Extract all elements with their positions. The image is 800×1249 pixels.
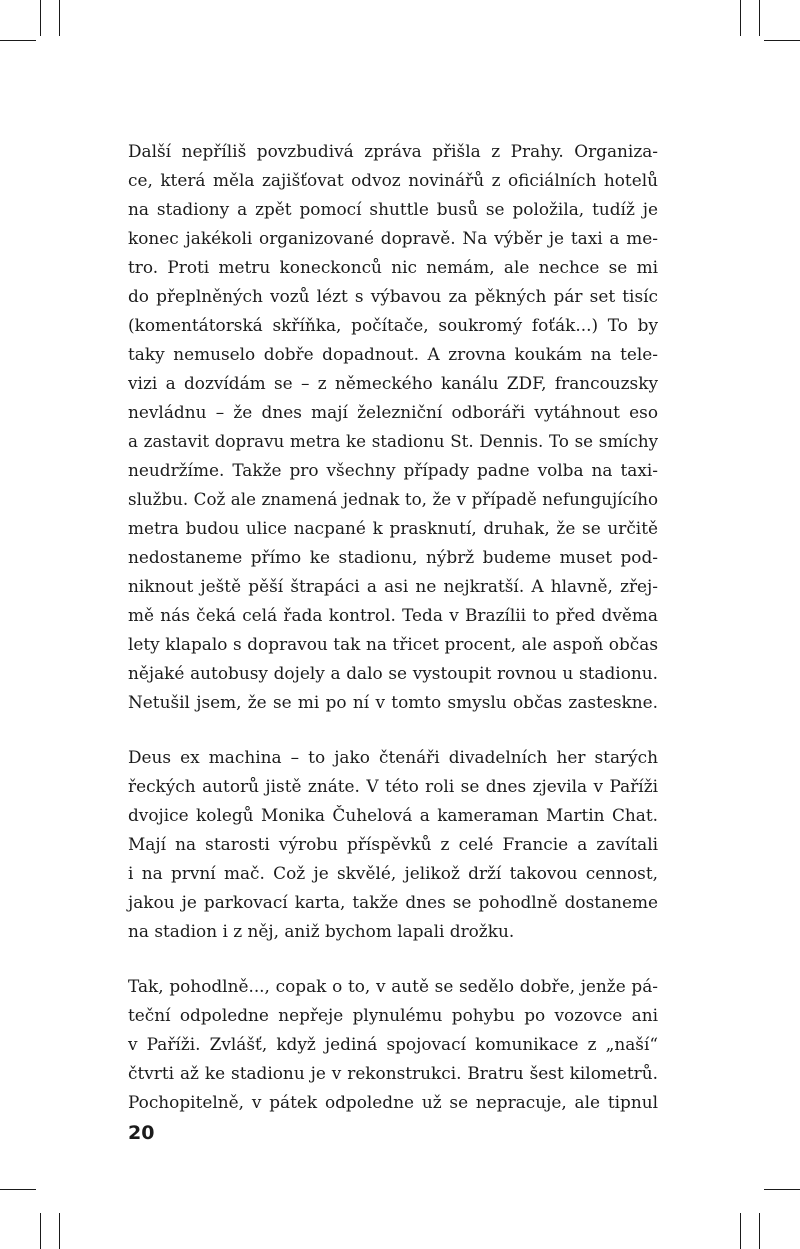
text-line: v Paříži. Zvlášť, když jediná spojovací komunikace z „naší“ xyxy=(128,1034,658,1054)
crop-mark xyxy=(0,40,36,41)
text-line: na stadion i z něj, aniž bychom lapali drožku. xyxy=(128,921,515,941)
text-line: řeckých autorů jistě znáte. V této roli se dnes zjevila v Paříži xyxy=(128,776,658,796)
text-line: teční odpoledne nepřeje plynulému pohybu po vozovce ani xyxy=(128,1005,658,1025)
crop-mark xyxy=(59,0,60,36)
text-line: neudržíme. Takže pro všechny případy padne volba na taxi- xyxy=(128,460,658,480)
text-line: na stadiony a zpět pomocí shuttle busů se položila, tudíž je xyxy=(128,199,658,219)
page-number: 20 xyxy=(128,1122,155,1144)
text-line: jakou je parkovací karta, takže dnes se pohodlně dostaneme xyxy=(128,892,658,912)
text-line: konec jakékoli organizované dopravě. Na výběr je taxi a me- xyxy=(128,228,658,248)
crop-mark xyxy=(59,1213,60,1249)
crop-mark xyxy=(759,1213,760,1249)
text-line: niknout ještě pěší štrapáci a asi ne nejkratší. A hlavně, zřej- xyxy=(128,576,658,596)
crop-mark xyxy=(40,1213,41,1249)
text-line: a zastavit dopravu metra ke stadionu St. Dennis. To se smíchy xyxy=(128,431,658,451)
text-line: čtvrti až ke stadionu je v rekonstrukci. Bratru šest kilometrů. xyxy=(128,1063,658,1083)
paragraph xyxy=(128,972,658,1117)
text-line: metra budou ulice nacpané k prasknutí, druhak, že se určitě xyxy=(128,518,658,538)
text-line: mě nás čeká celá řada kontrol. Teda v Brazílii to před dvěma xyxy=(128,605,658,625)
text-line: nějaké autobusy dojely a dalo se vystoupit rovnou u stadionu. xyxy=(128,663,658,683)
text-line: Netušil jsem, že se mi po ní v tomto smyslu občas zasteskne. xyxy=(128,692,658,712)
text-line: lety klapalo s dopravou tak na třicet procent, ale aspoň občas xyxy=(128,634,658,654)
paragraph xyxy=(128,743,658,946)
text-line: Deus ex machina – to jako čtenáři divadelních her starých xyxy=(128,747,658,767)
text-line: Pochopitelně, v pátek odpoledne už se nepracuje, ale tipnul xyxy=(128,1092,658,1112)
text-line: tro. Proti metru koneckonců nic nemám, ale nechce se mi xyxy=(128,257,658,277)
body-text xyxy=(128,137,658,1143)
crop-mark xyxy=(0,1189,36,1190)
text-line: do přeplněných vozů lézt s výbavou za pěkných pár set tisíc xyxy=(128,286,658,306)
crop-mark xyxy=(764,40,800,41)
text-line: Mají na starosti výrobu příspěvků z celé Francie a zavítali xyxy=(128,834,658,854)
crop-mark xyxy=(759,0,760,36)
text-line: službu. Což ale znamená jednak to, že v případě nefungujícího xyxy=(128,489,658,509)
text-line: taky nemuselo dobře dopadnout. A zrovna koukám na tele- xyxy=(128,344,658,364)
crop-mark xyxy=(740,1213,741,1249)
crop-mark xyxy=(40,0,41,36)
text-line: (komentátorská skříňka, počítače, soukromý foťák...) To by xyxy=(128,315,658,335)
text-line: i na první mač. Což je skvělé, jelikož drží takovou cennost, xyxy=(128,863,658,883)
text-line: Tak, pohodlně..., copak o to, v autě se sedělo dobře, jenže pá- xyxy=(128,976,658,996)
text-line: nedostaneme přímo ke stadionu, nýbrž budeme muset pod- xyxy=(128,547,658,567)
text-line: nevládnu – že dnes mají železniční odboráři vytáhnout eso xyxy=(128,402,658,422)
text-line: dvojice kolegů Monika Čuhelová a kameraman Martin Chat. xyxy=(128,805,658,825)
text-line: Další nepříliš povzbudivá zpráva přišla z Prahy. Organiza- xyxy=(128,141,658,161)
crop-mark xyxy=(764,1189,800,1190)
paragraph xyxy=(128,137,658,717)
crop-mark xyxy=(740,0,741,36)
text-line: vizi a dozvídám se – z německého kanálu ZDF, francouzsky xyxy=(128,373,658,393)
text-line: ce, která měla zajišťovat odvoz novinářů z oficiálních hotelů xyxy=(128,170,658,190)
